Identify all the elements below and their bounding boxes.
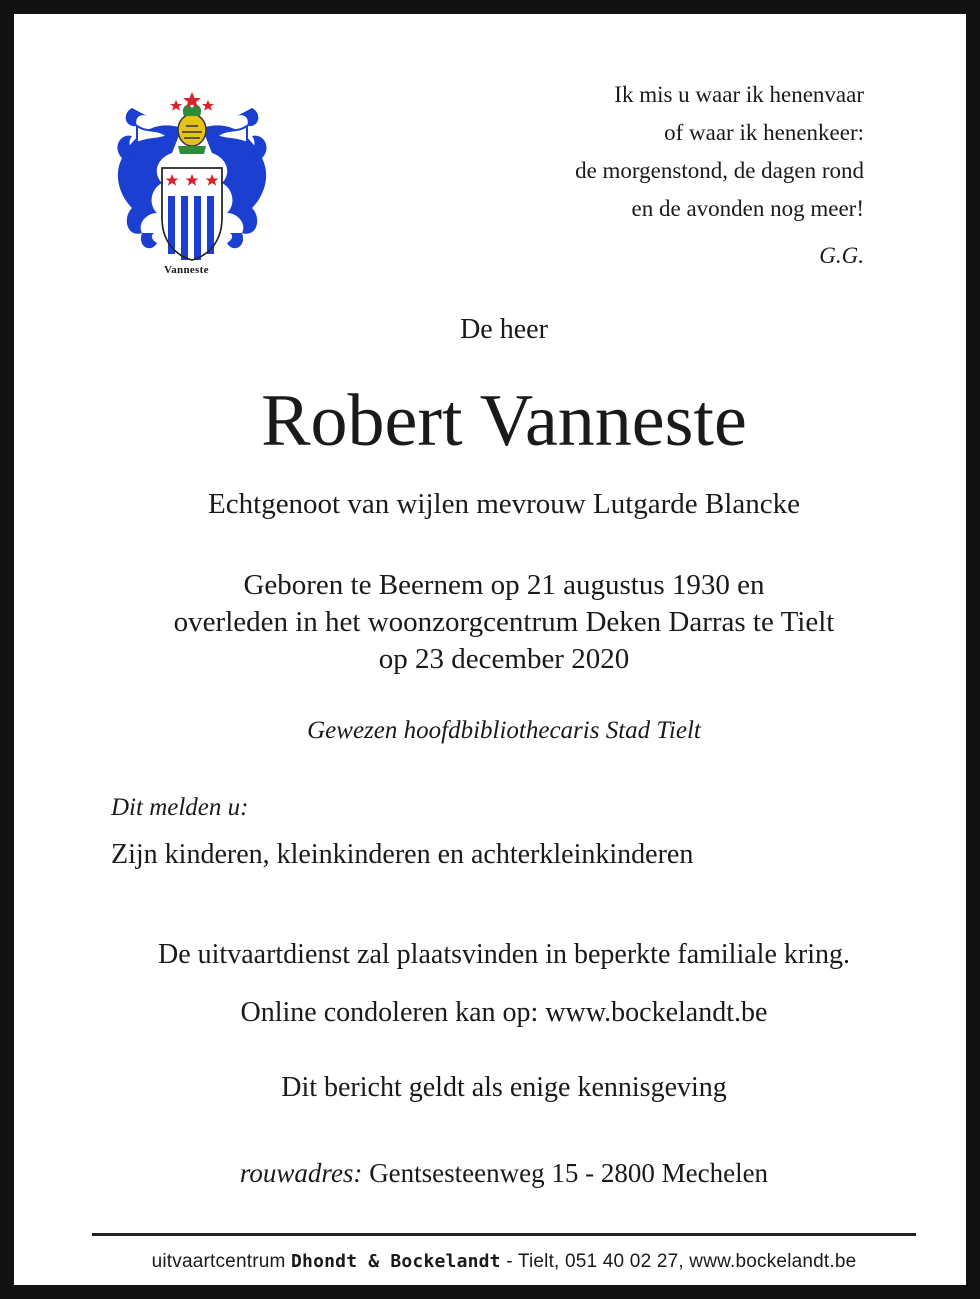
- mourning-address: [14, 1158, 980, 1189]
- poem-line: of waar ik henenkeer:: [664, 120, 864, 145]
- salutation: De heer: [460, 314, 548, 345]
- footer-brand: Dhondt & Bockelandt: [291, 1251, 501, 1272]
- footer-prefix: uitvaartcentrum: [151, 1251, 286, 1272]
- poem-line: en de avonden nog meer!: [631, 196, 864, 221]
- crest-family-name: Vanneste: [164, 264, 209, 276]
- online-condolence: Online condoleren kan op: www.bockelandt.be: [240, 997, 768, 1028]
- notice-line: Dit bericht geldt als enige kennisgeving: [281, 1072, 727, 1103]
- footer-divider: [92, 1233, 916, 1236]
- address-value: Gentsesteenweg 15 - 2800 Mechelen: [369, 1158, 769, 1188]
- footer-contact: - Tielt, 051 40 02 27, www.bockelandt.be: [506, 1251, 857, 1272]
- bio-line: overleden in het woonzorgcentrum Deken Darras te Tielt: [173, 606, 835, 638]
- bio-line: op 23 december 2020: [378, 643, 630, 675]
- occupation: Gewezen hoofdbibliothecaris Stad Tielt: [307, 717, 701, 744]
- memorial-poem: [575, 76, 864, 275]
- spouse-line: Echtgenoot van wijlen mevrouw Lutgarde Blancke: [208, 488, 800, 520]
- coat-of-arms-icon: [112, 88, 272, 288]
- funeral-info: De uitvaartdienst zal plaatsvinden in beperkte familiale kring.: [158, 939, 850, 970]
- poem-author: G.G.: [819, 243, 864, 268]
- address-label: rouwadres:: [239, 1158, 363, 1188]
- family-members: Zijn kinderen, kleinkinderen en achterkleinkinderen: [111, 839, 694, 870]
- birth-death-details: [14, 567, 980, 678]
- deceased-name: Robert Vanneste: [261, 380, 747, 462]
- bio-line: Geboren te Beernem op 21 augustus 1930 en: [243, 569, 765, 601]
- poem-line: Ik mis u waar ik henenvaar: [614, 82, 864, 107]
- announcement-intro: Dit melden u:: [111, 794, 249, 821]
- poem-line: de morgenstond, de dagen rond: [575, 158, 864, 183]
- funeral-home-footer: [14, 1251, 980, 1273]
